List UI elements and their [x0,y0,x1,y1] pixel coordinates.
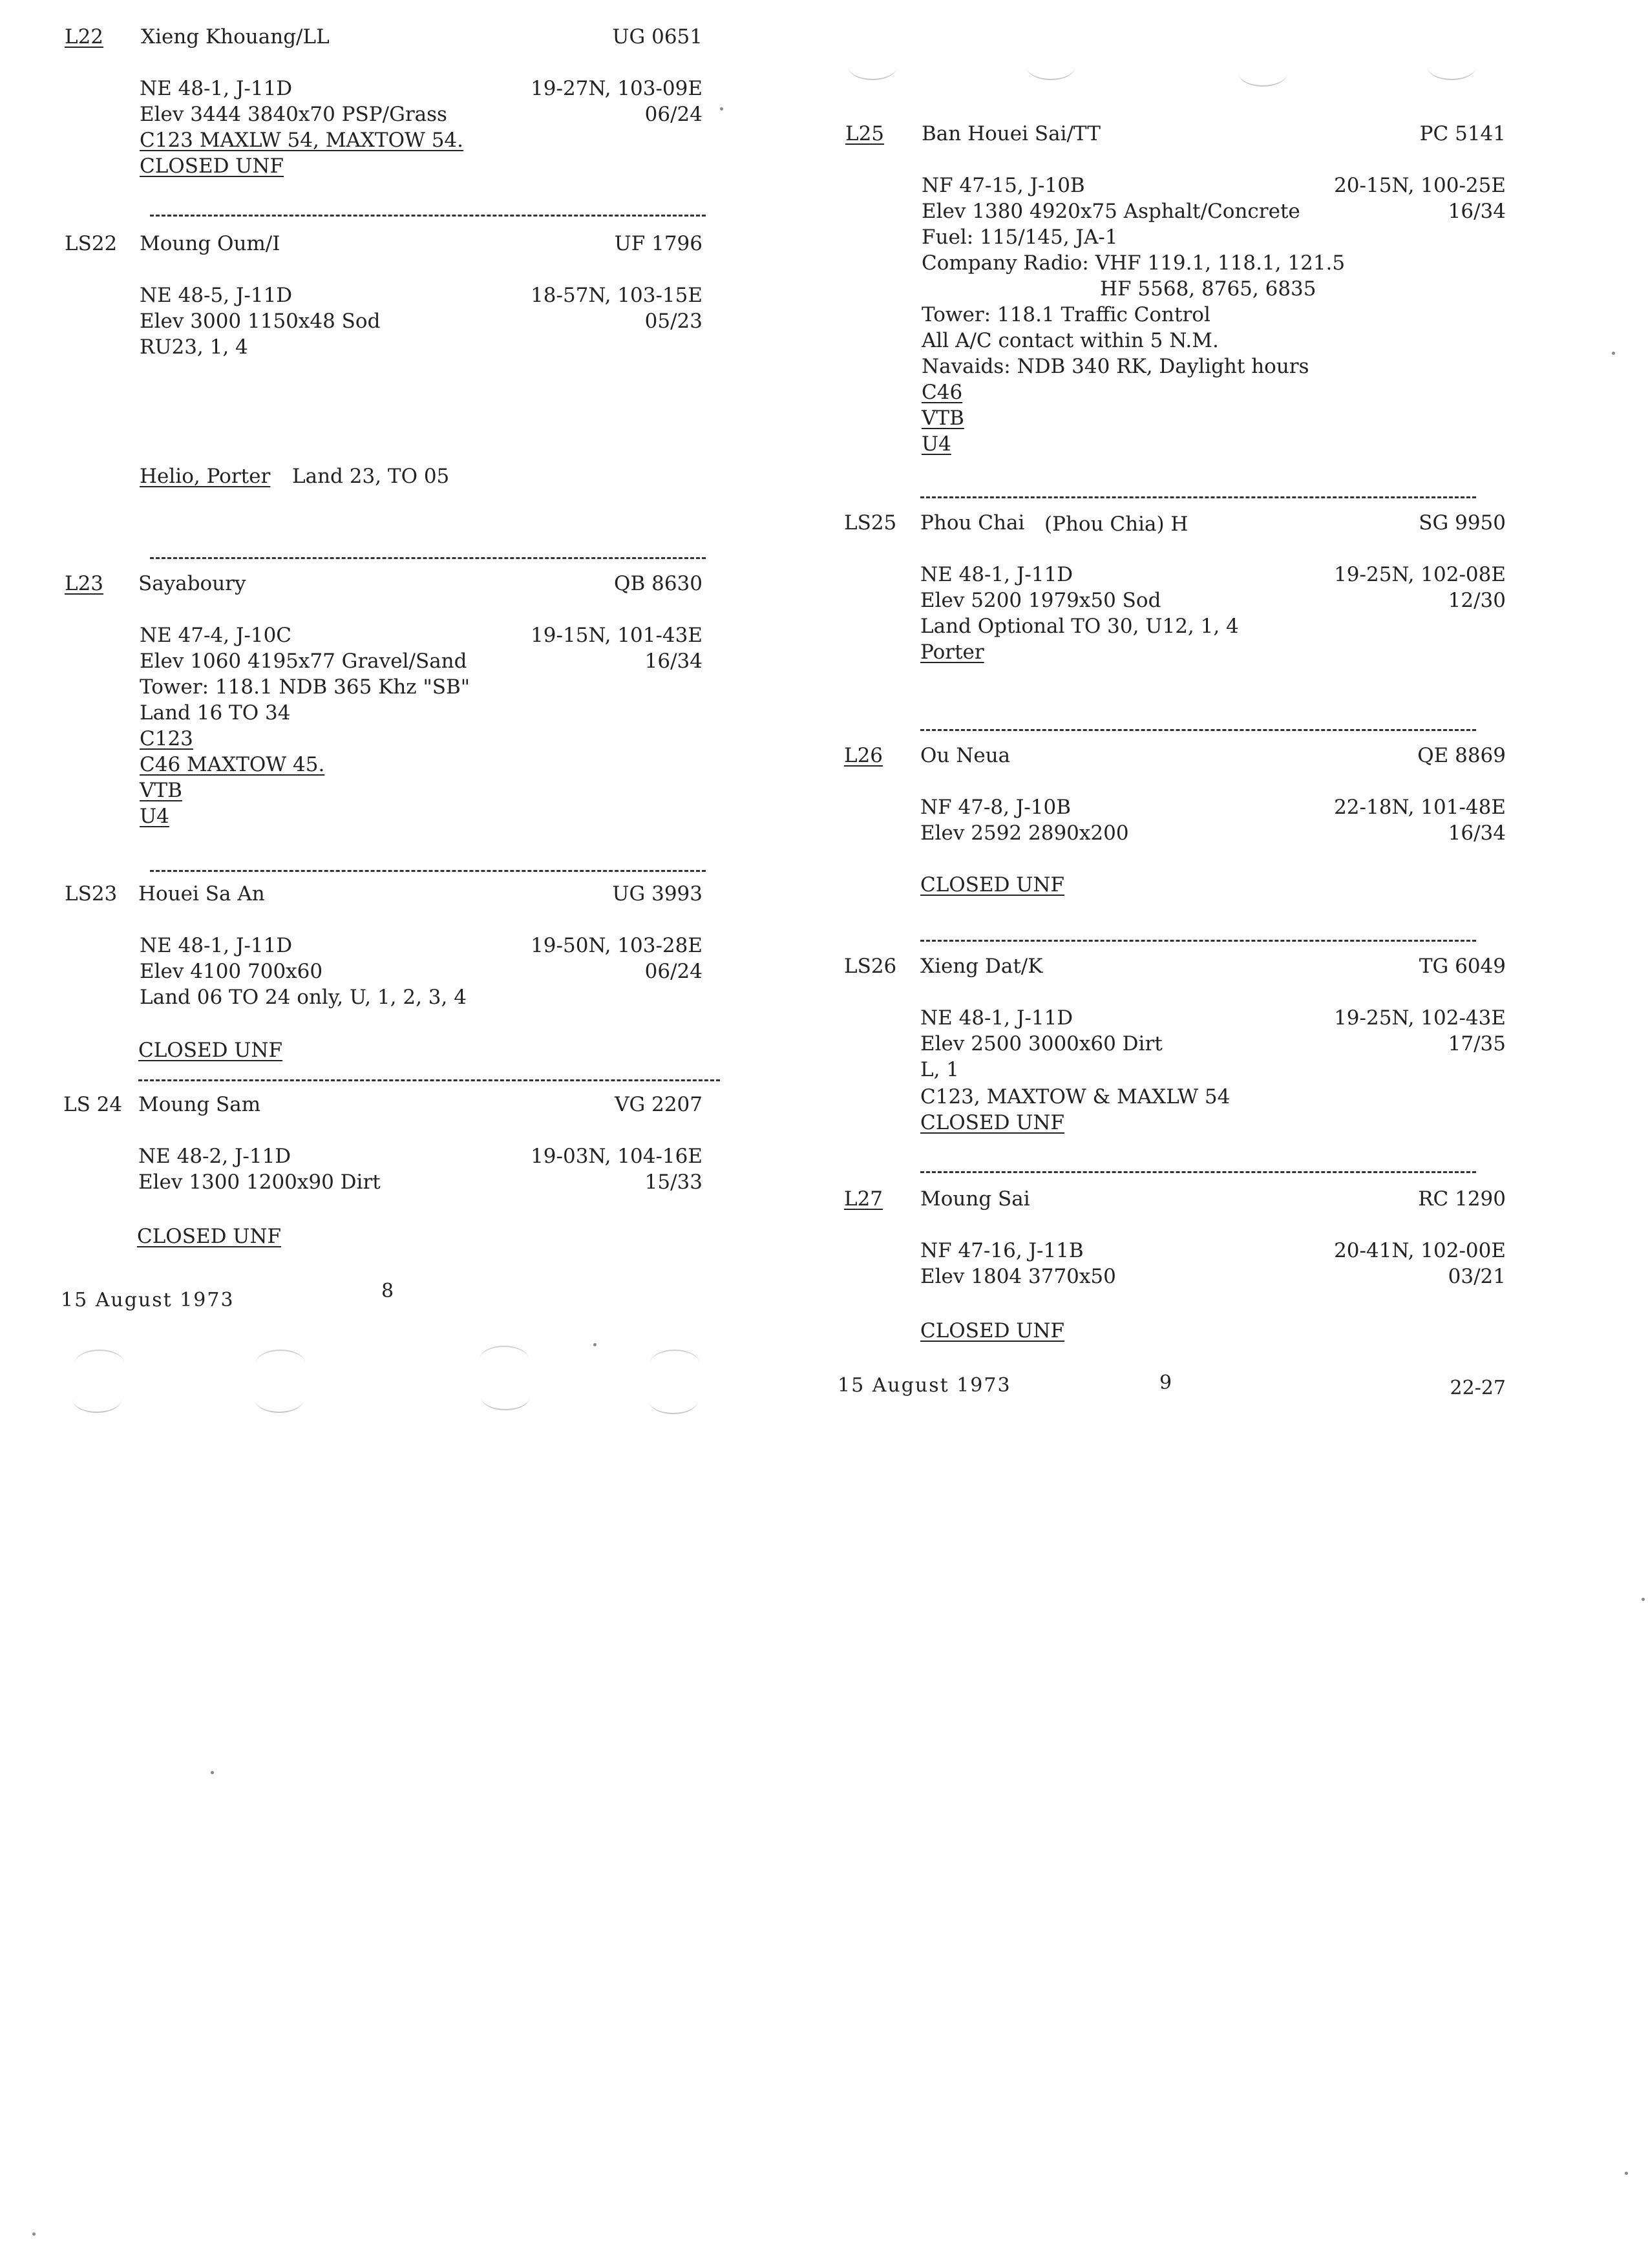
footer-date: 15 August 1973 [61,1289,235,1311]
entry-line: C123, MAXTOW & MAXLW 54 [920,1085,1231,1108]
entry-name: Moung Oum/I [140,232,280,255]
entry-line: L, 1 [920,1058,960,1081]
scan-speck [1612,352,1615,355]
entry-line: All A/C contact within 5 N.M. [922,329,1219,352]
scan-speck [593,1343,597,1346]
separator [150,557,706,559]
entry-runway: 16/34 [1448,200,1506,223]
entry-line: Tower: 118.1 Traffic Control [922,303,1210,326]
entry-grid: SG 9950 [1419,511,1506,535]
entry-id: L25 [845,122,885,145]
entry-line: NE 48-1, J-11D [920,1006,1073,1030]
separator [920,1171,1476,1173]
punch-hole [650,1350,699,1377]
entry-coords: 19-25N, 102-43E [1334,1006,1506,1030]
entry-runway: 06/24 [644,960,703,983]
entry-line: Elev 5200 1979x50 Sod [920,589,1161,612]
scan-speck [32,2232,36,2236]
entry-grid: QE 8869 [1417,744,1506,767]
punch-hole [256,1350,305,1377]
status-text: CLOSED UNF [138,1039,283,1062]
punch-hole [1238,59,1287,87]
entry-name: Moung Sam [138,1093,261,1116]
entry-grid: RC 1290 [1418,1187,1506,1211]
entry-line: Tower: 118.1 NDB 365 Khz "SB" [140,675,470,699]
entry-coords: 19-27N, 103-09E [531,77,703,100]
footer-date: 15 August 1973 [838,1374,1011,1397]
aircraft-type: Porter [920,641,984,664]
entry-line: Elev 2500 3000x60 Dirt [920,1032,1163,1055]
entry-name: Moung Sai [920,1187,1030,1211]
aircraft-type: C46 MAXTOW 45. [140,753,325,776]
entry-line: NE 48-5, J-11D [140,284,293,307]
separator [150,215,706,217]
entry-grid: QB 8630 [614,572,703,595]
entry-alt-name: (Phou Chia) H [1044,513,1188,536]
entry-line: NE 48-1, J-11D [140,77,293,100]
punch-hole [848,53,897,80]
scan-speck [720,107,723,111]
status-text: CLOSED UNF [920,1111,1065,1134]
entry-runway: 05/23 [644,310,703,333]
entry-grid: UG 3993 [612,882,703,906]
landing-note: Land 23, TO 05 [292,465,450,488]
entry-name: Phou Chai [920,511,1025,535]
entry-coords: 20-15N, 100-25E [1334,174,1506,197]
entry-coords: 19-03N, 104-16E [531,1145,703,1168]
status-text: CLOSED UNF [140,154,284,178]
entry-runway: 17/35 [1448,1032,1506,1055]
status-text: CLOSED UNF [920,1319,1065,1342]
entry-coords: 22-18N, 101-48E [1334,796,1506,819]
entry-id: LS22 [65,232,118,255]
entry-id: L22 [65,25,104,48]
separator [920,496,1476,498]
entry-runway: 06/24 [644,103,703,126]
entry-line: RU23, 1, 4 [140,335,248,359]
entry-line: NF 47-16, J-11B [920,1239,1084,1262]
aircraft-type: C123 [140,727,193,750]
status-text: CLOSED UNF [137,1225,282,1248]
page-number: 9 [1159,1372,1172,1394]
entry-coords: 19-50N, 103-28E [531,934,703,957]
entry-line: Elev 2592 2890x200 [920,821,1129,845]
separator [920,729,1476,731]
aircraft-type: U4 [140,805,169,828]
entry-line: C123 MAXLW 54, MAXTOW 54. [140,129,464,152]
entry-runway: 16/34 [644,650,703,673]
entry-runway: 16/34 [1448,821,1506,845]
separator [150,870,706,872]
entry-line: Land Optional TO 30, U12, 1, 4 [920,615,1239,638]
entry-id: LS25 [844,511,897,535]
entry-name: Ou Neua [920,744,1011,767]
entry-line: Elev 1300 1200x90 Dirt [138,1171,381,1194]
aircraft-type: C46 [922,381,963,404]
punch-hole [255,1386,304,1413]
entry-line: NE 48-1, J-11D [140,934,293,957]
entry-id: LS 24 [63,1093,123,1116]
punch-hole [1427,53,1476,80]
entry-id: LS26 [844,955,897,978]
aircraft-type: VTB [140,779,182,802]
entry-runway: 03/21 [1448,1265,1506,1288]
left-page [0,0,763,1461]
entry-line: NE 48-2, J-11D [138,1145,291,1168]
entry-name: Xieng Dat/K [920,955,1043,978]
scan-speck [1625,2172,1628,2175]
entry-id: L27 [844,1187,883,1211]
punch-hole [75,1350,124,1377]
entry-id: L26 [844,744,883,767]
footer-page-range: 22-27 [1450,1377,1506,1399]
entry-line: NE 47-4, J-10C [140,624,292,647]
entry-line: Elev 1380 4920x75 Asphalt/Concrete [922,200,1300,223]
page-number: 8 [381,1280,394,1302]
entry-line: Elev 1804 3770x50 [920,1265,1116,1288]
entry-runway: 15/33 [644,1171,703,1194]
entry-runway: 12/30 [1448,589,1506,612]
entry-grid: TG 6049 [1419,955,1506,978]
entry-line: HF 5568, 8765, 6835 [1100,277,1316,301]
entry-line: Elev 3000 1150x48 Sod [140,310,381,333]
aircraft-type: U4 [922,432,951,456]
entry-coords: 18-57N, 103-15E [531,284,703,307]
entry-line: Land 06 TO 24 only, U, 1, 2, 3, 4 [140,986,467,1009]
scan-speck [211,1771,214,1774]
entry-name: Ban Houei Sai/TT [922,122,1101,145]
entry-name: Sayaboury [138,572,246,595]
entry-name: Xieng Khouang/LL [141,25,330,48]
entry-line: Navaids: NDB 340 RK, Daylight hours [922,355,1309,378]
aircraft-type: VTB [922,407,964,430]
entry-line: Company Radio: VHF 119.1, 118.1, 121.5 [922,251,1346,275]
punch-hole [649,1387,698,1414]
entry-name: Houei Sa An [138,882,265,906]
punch-hole [72,1386,121,1413]
entry-line: Land 16 TO 34 [140,701,291,725]
punch-hole [1026,53,1075,80]
entry-grid: UF 1796 [614,232,703,255]
entry-coords: 19-15N, 101-43E [531,624,703,647]
entry-line: NF 47-8, J-10B [920,796,1071,819]
entry-grid: UG 0651 [612,25,703,48]
entry-line: NE 48-1, J-11D [920,563,1073,586]
entry-coords: 19-25N, 102-08E [1334,563,1506,586]
entry-line: NF 47-15, J-10B [922,174,1085,197]
entry-coords: 20-41N, 102-00E [1334,1239,1506,1262]
right-page [763,0,1506,1461]
separator [920,940,1476,942]
entry-line: Elev 1060 4195x77 Gravel/Sand [140,650,467,673]
entry-id: L23 [65,572,104,595]
entry-line: Fuel: 115/145, JA-1 [922,226,1118,249]
punch-hole [481,1383,530,1410]
entry-grid: PC 5141 [1419,122,1506,145]
entry-line: Elev 3444 3840x70 PSP/Grass [140,103,447,126]
status-text: CLOSED UNF [920,873,1065,896]
scan-speck [1642,1598,1645,1601]
punch-hole [480,1346,529,1373]
entry-id: LS23 [65,882,118,906]
entry-line: Elev 4100 700x60 [140,960,323,983]
aircraft-note: Helio, Porter [140,465,271,488]
separator [138,1079,720,1081]
entry-grid: VG 2207 [615,1093,703,1116]
